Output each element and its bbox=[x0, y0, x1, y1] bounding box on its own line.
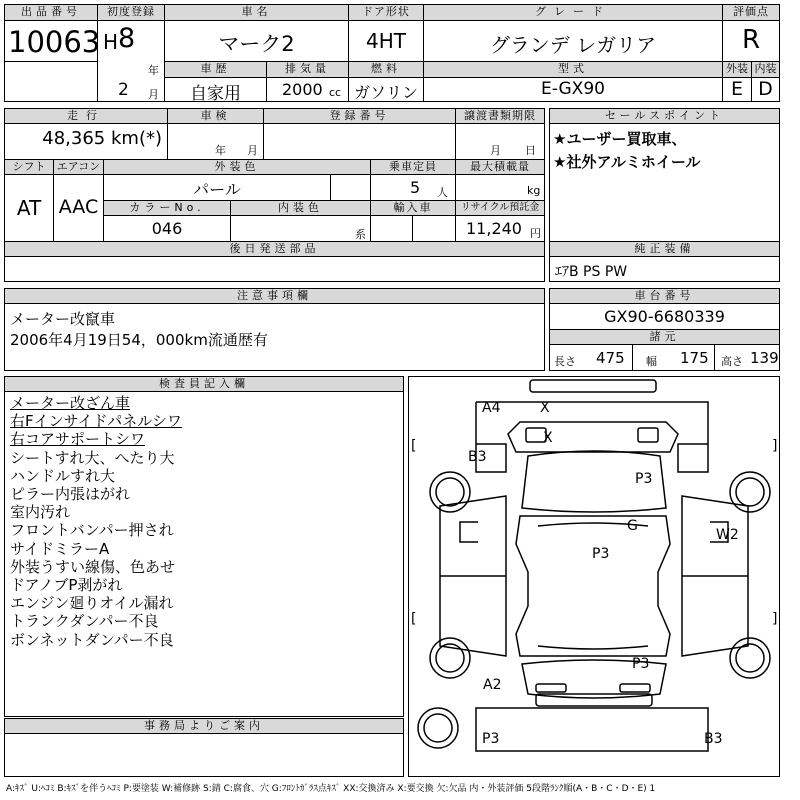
sales-label: セールスポイント bbox=[549, 108, 780, 124]
mark-b3-left: B3 bbox=[468, 449, 487, 465]
import-label: 輸入車 bbox=[370, 200, 456, 216]
lot-empty-cell bbox=[4, 61, 98, 102]
car-name: マーク2 bbox=[218, 32, 295, 56]
int-label: 内装 bbox=[751, 61, 780, 78]
equip: ｴｱB PS PW bbox=[555, 264, 628, 280]
lot-label: 出品番号 bbox=[4, 4, 98, 21]
office-block bbox=[4, 733, 404, 777]
left-mirror bbox=[460, 522, 478, 542]
front-bumper-top bbox=[530, 380, 656, 392]
notes-label: 注意事項欄 bbox=[4, 288, 545, 304]
car-name-label: 車名 bbox=[164, 4, 349, 21]
score: R bbox=[741, 25, 761, 55]
mileage: 48,365 km(*) bbox=[42, 128, 162, 149]
dims-divider-2 bbox=[714, 345, 715, 371]
rear-light-right bbox=[620, 684, 650, 692]
inspection-label: 車検 bbox=[167, 108, 264, 124]
door-type: 4HT bbox=[366, 29, 406, 53]
chassis-label: 車台番号 bbox=[549, 288, 780, 304]
color: パール bbox=[193, 180, 241, 199]
ext-grade: E bbox=[730, 78, 743, 100]
wheel-rear-right-inner bbox=[736, 644, 764, 672]
inspector-line: シートすれ大、へたり大 bbox=[10, 448, 175, 467]
recycle-label: リサイクル預託金 bbox=[455, 200, 545, 216]
height: 139 bbox=[750, 349, 779, 367]
load-unit: kg bbox=[527, 184, 541, 197]
mark-p3-hood: P3 bbox=[635, 471, 653, 487]
mark-x-2: X bbox=[543, 430, 553, 446]
inspector-line: 右Fインサイドパネルシワ bbox=[10, 412, 182, 431]
bracket-close: ] bbox=[772, 438, 778, 454]
roof-line-2 bbox=[538, 646, 648, 649]
dims-label: 諸元 bbox=[549, 329, 780, 345]
mark-x-1: X bbox=[540, 400, 550, 416]
bracket-open: [ bbox=[411, 438, 417, 454]
dims-divider-1 bbox=[632, 345, 633, 371]
recycle: 11,240 bbox=[466, 219, 522, 238]
import-cell bbox=[370, 215, 413, 242]
sales-point-2: ★社外アルミホイール bbox=[553, 153, 701, 171]
car-diagram bbox=[408, 376, 780, 777]
mark-p3-roof: P3 bbox=[592, 546, 610, 562]
inspector-line: メーター改ざん車 bbox=[10, 394, 131, 412]
equip-label: 純正装備 bbox=[549, 241, 780, 257]
sales-point-1: ★ユーザー買取車、 bbox=[553, 130, 687, 148]
capacity-label: 乗車定員 bbox=[370, 159, 456, 175]
import-cell-2 bbox=[412, 215, 456, 242]
inspector-line: サイドミラーA bbox=[10, 539, 110, 558]
mark-a2: A2 bbox=[483, 677, 502, 693]
score-label: 評価点 bbox=[722, 4, 780, 21]
transfer-month: 月 bbox=[490, 144, 501, 157]
wheel-front-left-inner bbox=[436, 478, 464, 506]
capacity-unit: 人 bbox=[437, 186, 448, 199]
plate-label: 登録番号 bbox=[263, 108, 456, 124]
int-color-unit: 系 bbox=[355, 228, 366, 241]
inspector-line: ボンネットダンパー不良 bbox=[10, 630, 174, 649]
width-label: 幅 bbox=[646, 355, 657, 368]
inspector-line: エンジン廻りオイル漏れ bbox=[10, 594, 174, 613]
inspector-line: ドアノブP剥がれ bbox=[10, 576, 123, 595]
inspector-line: 右コアサポートシワ bbox=[10, 430, 146, 449]
mark-b3-rear: B3 bbox=[704, 731, 723, 747]
history-label: 車歴 bbox=[164, 61, 267, 78]
transfer-day: 日 bbox=[525, 144, 536, 157]
fuel-label: 燃料 bbox=[348, 61, 424, 78]
fuel: ガソリン bbox=[353, 83, 418, 102]
front-outline bbox=[476, 402, 708, 472]
front-light-right bbox=[638, 428, 658, 442]
plate-cell bbox=[263, 123, 456, 160]
reg-year: 8 bbox=[118, 23, 136, 54]
inspector-line: ハンドルすれ大 bbox=[10, 466, 116, 485]
first-reg-label: 初度登録 bbox=[97, 4, 165, 21]
grade-label: グレード bbox=[423, 4, 723, 21]
width: 175 bbox=[680, 349, 709, 367]
mark-g: G bbox=[627, 518, 638, 534]
history: 自家用 bbox=[190, 84, 241, 104]
color-no: 046 bbox=[151, 219, 183, 238]
mileage-label: 走行 bbox=[4, 108, 168, 124]
length-label: 長さ bbox=[554, 355, 576, 368]
model: E-GX90 bbox=[541, 79, 605, 99]
shift-label: シフト bbox=[4, 159, 54, 175]
era: H bbox=[103, 30, 119, 54]
color-label: 外装色 bbox=[103, 159, 371, 175]
load-label: 最大積載量 bbox=[455, 159, 545, 175]
lot-number: 10063 bbox=[8, 25, 101, 59]
notes-line-2: 2006年4月19日54，000km流通歴有 bbox=[10, 331, 268, 349]
inspector-label: 検査員記入欄 bbox=[4, 376, 404, 392]
inspector-line: 室内汚れ bbox=[10, 503, 71, 522]
spare-wheel-inner bbox=[424, 714, 452, 742]
inspector-line: ピラー内張はがれ bbox=[10, 485, 131, 504]
ac: AAC bbox=[58, 196, 99, 218]
inspector-notes bbox=[10, 394, 182, 649]
mark-w2: W2 bbox=[716, 527, 739, 543]
notes-line-1: メーター改竄車 bbox=[10, 310, 116, 328]
rear-light-left bbox=[536, 684, 566, 692]
model-label: 型式 bbox=[423, 61, 723, 78]
reg-month: 2 bbox=[118, 80, 129, 100]
int-grade: D bbox=[758, 78, 773, 100]
mark-p3-rear: P3 bbox=[482, 731, 500, 747]
inspector-line: トランクダンパー不良 bbox=[10, 612, 159, 631]
displacement-unit: cc bbox=[329, 86, 342, 99]
year-unit: 年 bbox=[148, 64, 159, 77]
office-label: 事務局よりご案内 bbox=[4, 718, 404, 734]
wheel-front-right-inner bbox=[736, 478, 764, 506]
recycle-unit: 円 bbox=[530, 227, 541, 240]
front-windshield bbox=[508, 422, 678, 452]
legend: A:ｷｽﾞ U:ﾍｺﾐ B:ｷｽﾞを伴うﾍｺﾐ P:要塗装 W:補修跡 S:錆 C:腐食、穴 G:ﾌﾛﾝﾄｶﾞﾗｽ点ｷｽﾞ XX:交換済み X:要交換 欠:欠品 内・外装評価 5段階ﾗﾝｸ順(A・B・C・D・E) 1 bbox=[6, 784, 656, 794]
mark-p3-trunk: P3 bbox=[632, 656, 650, 672]
color-no-label: カラーNo. bbox=[103, 200, 231, 216]
mark-a4: A4 bbox=[482, 400, 501, 416]
month-unit: 月 bbox=[148, 88, 159, 101]
capacity: 5 bbox=[410, 178, 421, 197]
grade: グランデ レガリア bbox=[489, 33, 657, 57]
shift: AT bbox=[16, 196, 42, 220]
displacement: 2000 bbox=[282, 80, 323, 99]
chassis-number: GX90-6680339 bbox=[604, 307, 725, 326]
rear-outline bbox=[476, 708, 708, 751]
inspector-line: フロントバンパー押され bbox=[10, 521, 174, 540]
displacement-label: 排気量 bbox=[266, 61, 349, 78]
color-extra-cell bbox=[330, 174, 371, 201]
inspection-month: 月 bbox=[247, 144, 258, 157]
height-label: 高さ bbox=[721, 355, 743, 368]
length: 475 bbox=[596, 349, 625, 367]
int-color-cell bbox=[230, 215, 371, 242]
bracket-open: [ bbox=[411, 611, 417, 627]
later-parts-label: 後日発送部品 bbox=[4, 241, 545, 257]
int-color-label: 内装色 bbox=[230, 200, 371, 216]
transfer-label: 譲渡書類期限 bbox=[455, 108, 545, 124]
bracket-close: ] bbox=[772, 611, 778, 627]
ac-label: エアコン bbox=[53, 159, 104, 175]
ext-label: 外装 bbox=[722, 61, 752, 78]
inspection-year: 年 bbox=[215, 144, 226, 157]
inspector-line: 外装うすい線傷、色あせ bbox=[10, 557, 176, 576]
door-label: ドア形状 bbox=[348, 4, 424, 21]
roof bbox=[516, 516, 670, 656]
